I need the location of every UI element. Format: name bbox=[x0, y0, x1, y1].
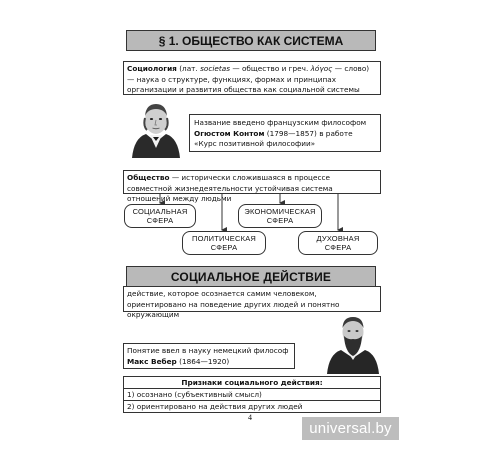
sphere-spiritual-label: ДУХОВНАЯ СФЕРА bbox=[316, 234, 360, 252]
social-action-definition-box bbox=[123, 286, 381, 319]
sign-item: 2) ориентировано на действия других людей bbox=[127, 402, 303, 411]
weber-portrait-image bbox=[325, 312, 381, 374]
comte-text-before: Название введено французским философом bbox=[194, 118, 367, 127]
sociology-lat-word: societas bbox=[200, 64, 231, 73]
sociology-term: Социология bbox=[127, 64, 177, 73]
weber-note-box bbox=[123, 343, 295, 369]
social-action-signs-table bbox=[123, 376, 381, 413]
watermark-logo: universal.by bbox=[302, 417, 399, 440]
sociology-lat-open: (лат. bbox=[176, 64, 201, 73]
sphere-political bbox=[182, 231, 266, 255]
sociology-lat-mid: — общество и греч. bbox=[230, 64, 311, 73]
comte-text-after: (1798—1857) в работе «Курс позитивной философии» bbox=[194, 128, 353, 148]
society-definition-text: — исторически сложившаяся в процессе совместной жизнедеятельности устойчивая система отношений между людьми bbox=[127, 173, 333, 203]
sociology-definition-text: — слово) — наука о структуре, функциях, формах и принципах организации и развития общества как социальной системы bbox=[127, 64, 370, 94]
comte-name: Огюстом Контом bbox=[194, 128, 265, 138]
social-action-definition-text: действие, которое осознается самим человеком, ориентировано на поведение других людей и понятно окружающим bbox=[127, 289, 340, 319]
sphere-political-label: ПОЛИТИЧЕСКАЯ СФЕРА bbox=[191, 234, 257, 252]
weber-text-before: Понятие ввел в науку немецкий философ bbox=[127, 346, 289, 355]
sphere-economic bbox=[238, 204, 322, 228]
section-title-text: СОЦИАЛЬНОЕ ДЕЙСТВИЕ bbox=[170, 269, 332, 284]
weber-text-after: (1864—1920) bbox=[176, 356, 230, 366]
sphere-economic-label: ЭКОНОМИЧЕСКАЯ СФЕРА bbox=[244, 207, 316, 225]
sphere-social-label: СОЦИАЛЬНАЯ СФЕРА bbox=[132, 207, 188, 225]
sign-item: 1) осознано (субъективный смысл) bbox=[124, 389, 380, 401]
signs-title: Признаки социального действия: bbox=[124, 377, 380, 389]
section-title-social-action bbox=[126, 266, 376, 287]
weber-name: Макс Вебер bbox=[127, 356, 177, 366]
sociology-greek-word: λόγος bbox=[310, 64, 333, 73]
sphere-social bbox=[124, 204, 196, 228]
page-number: 4 bbox=[248, 413, 252, 422]
sphere-spiritual bbox=[298, 231, 378, 255]
section-title-text: § 1. ОБЩЕСТВО КАК СИСТЕМА bbox=[158, 33, 344, 48]
society-term: Общество bbox=[127, 173, 170, 182]
